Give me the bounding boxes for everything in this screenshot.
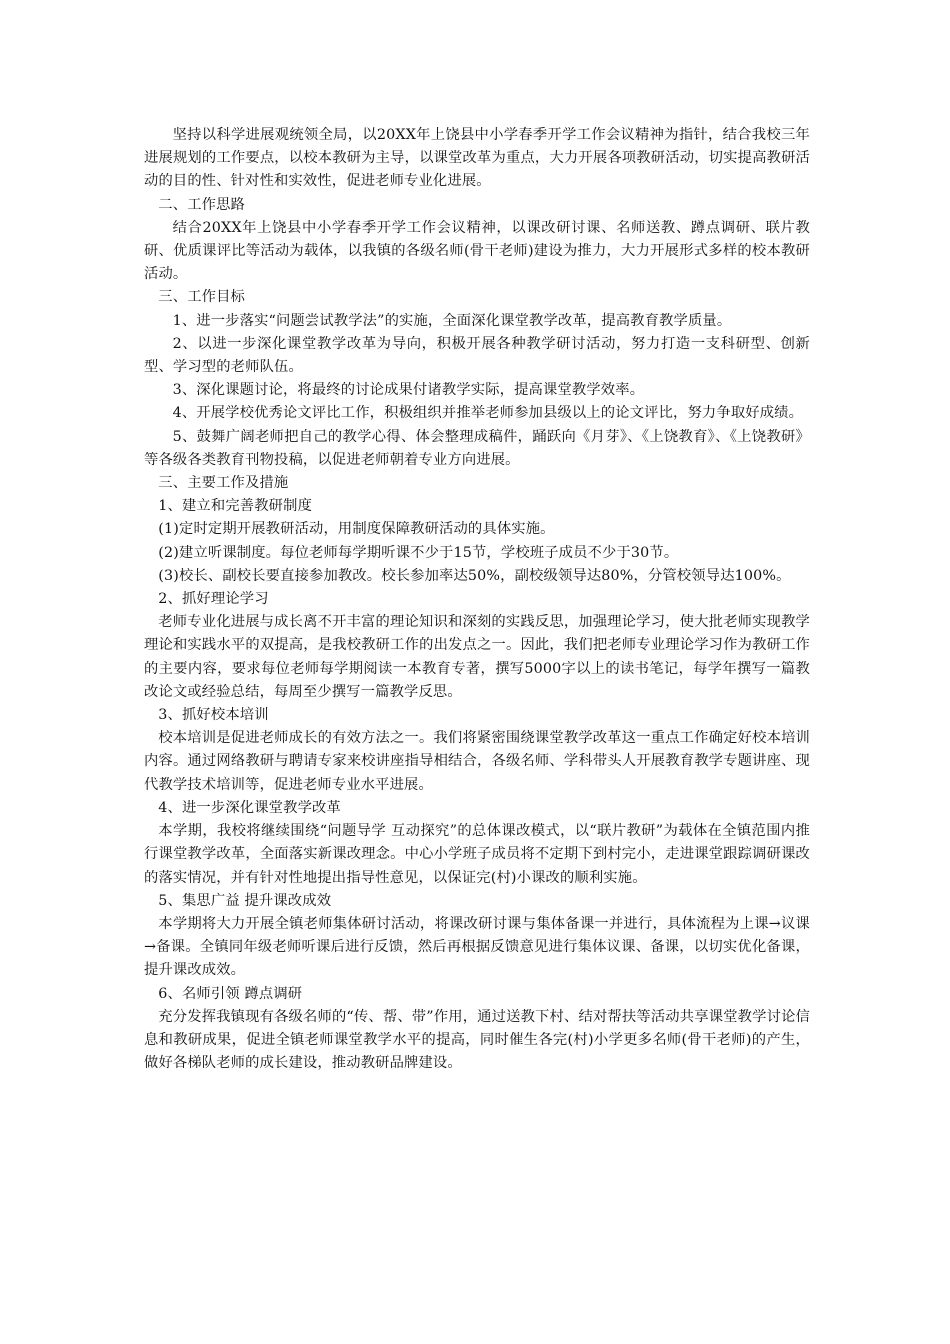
section-heading-main-work: 三、主要工作及措施 [158, 475, 289, 492]
goal-item-1: 1、进一步落实“问题尝试教学法”的实施，全面深化课堂教学改革，提高教育教学质量。 [172, 312, 732, 329]
reform-paragraph: 本学期，我校将继续围绕“问题导学 互动探究”的总体课改模式，以“联片教研”为载体在全镇范围内推行课堂教学改革，全面落实新课改理念。中心小学班子成员将不定期下到村完小，走进课堂跟踪调研课改的落实情况，并有针对性地提出指导性意见，以保证完(村)小课改的顺利实施。 [144, 823, 810, 886]
mentor-paragraph: 充分发挥我镇现有各级名师的“传、帮、带”作用，通过送教下村、结对帮扶等活动共享课堂教学讨论信息和教研成果，促进全镇老师课堂教学水平的提高，同时催生各完(村)小学更多名师(骨干老师)的产生，做好各梯队老师的成长建设，推动教研品牌建设。 [144, 1008, 810, 1072]
section-heading-work-goals: 三、工作目标 [158, 289, 245, 306]
subheading-1: 1、建立和完善教研制度 [158, 498, 313, 515]
system-item-2: (2)建立听课制度。每位老师每学期听课不少于15节，学校班子成员不少于30节。 [158, 544, 679, 561]
goal-item-2: 2、以进一步深化课堂教学改革为导向，积极开展各种教学研讨活动，努力打造一支科研型、创新型、学习型的老师队伍。 [144, 335, 810, 376]
intro-paragraph: 坚持以科学进展观统领全局，以20XX年上饶县中小学春季开学工作会议精神为指针，结合我校三年进展规划的工作要点，以校本教研为主导，以课堂改革为重点，大力开展各项教研活动，切实提高教研活动的目的性、针对性和实效性，促进老师专业化进展。 [144, 127, 810, 190]
goal-item-4: 4、开展学校优秀论文评比工作，积极组织并推举老师参加县级以上的论文评比，努力争取好成绩。 [172, 405, 804, 422]
training-paragraph: 校本培训是促进老师成长的有效方法之一。我们将紧密围绕课堂教学改革这一重点工作确定好校本培训内容。通过网络教研与聘请专家来校讲座指导相结合，各级名师、学科带头人开展教育教学专题讲座、现代教学技术培训等，促进老师专业水平进展。 [144, 730, 810, 793]
work-ideas-paragraph: 结合20XX年上饶县中小学春季开学工作会议精神，以课改研讨课、名师送教、蹲点调研、联片教研、优质课评比等活动为载体，以我镇的各级名师(骨干老师)建设为推力，大力开展形式多样的校本教研活动。 [144, 219, 810, 283]
goal-item-3: 3、深化课题讨论，将最终的讨论成果付诸教学实际，提高课堂教学效率。 [172, 382, 645, 399]
subheading-4: 4、进一步深化课堂教学改革 [158, 799, 341, 816]
subheading-2: 2、抓好理论学习 [158, 591, 269, 608]
theory-paragraph: 老师专业化进展与成长离不开丰富的理论知识和深刻的实践反思，加强理论学习，使大批老师实现教学理论和实践水平的双提高，是我校教研工作的出发点之一。因此，我们把老师专业理论学习作为教研工作的主要内容，要求每位老师每学期阅读一本教育专著，撰写5000字以上的读书笔记，每学年撰写一篇教改论文或经验总结，每周至少撰写一篇教学反思。 [144, 614, 810, 700]
system-item-3: (3)校长、副校长要直接参加教改。校长参加率达50%，副校级领导达80%，分管校领导达100%。 [158, 567, 791, 584]
goal-item-5: 5、鼓舞广阔老师把自己的教学心得、体会整理成稿件，踊跃向《月芽》、《上饶教育》、《上饶教研》等各级各类教育刊物投稿，以促进老师朝着专业方向进展。 [144, 428, 810, 468]
document-body [144, 124, 810, 1075]
subheading-6: 6、名师引领 蹲点调研 [158, 985, 303, 1002]
subheading-3: 3、抓好校本培训 [158, 707, 269, 724]
system-item-1: (1)定时定期开展教研活动，用制度保障教研活动的具体实施。 [158, 521, 555, 538]
section-heading-work-ideas: 二、工作思路 [158, 196, 245, 213]
subheading-5: 5、集思广益 提升课改成效 [158, 892, 332, 909]
collective-paragraph: 本学期将大力开展全镇老师集体研讨活动，将课改研讨课与集体备课一并进行，具体流程为上课→议课→备课。全镇同年级老师听课后进行反馈，然后再根据反馈意见进行集体议课、备课，以切实优化备课，提升课改成效。 [144, 915, 810, 979]
